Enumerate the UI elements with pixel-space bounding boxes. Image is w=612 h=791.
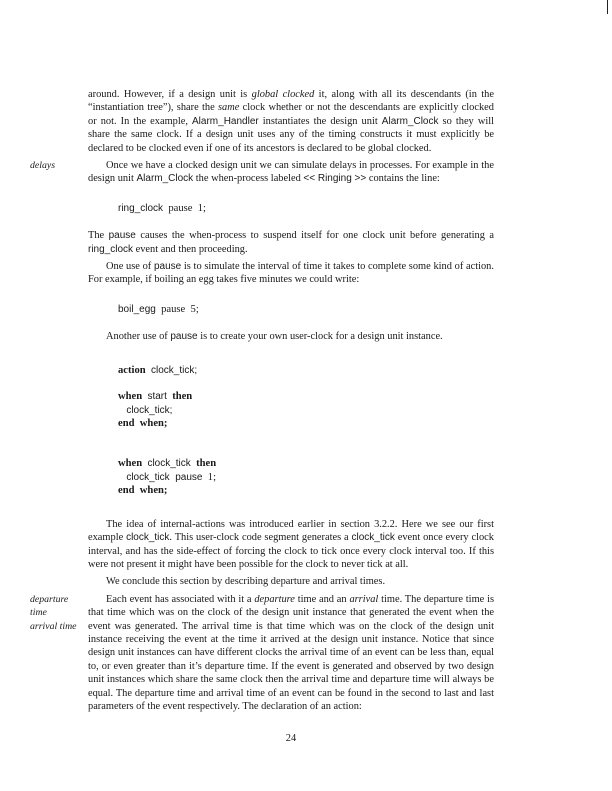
- margin-notes: [30, 159, 84, 172]
- code-line-ring-clock: [118, 202, 494, 215]
- text-run: event and then proceeding.: [133, 243, 248, 255]
- identifier: pause: [108, 230, 136, 242]
- code-line: [118, 404, 494, 417]
- text-run: time and an: [294, 593, 350, 605]
- code-line: [118, 431, 494, 444]
- text-run: causes the when-process to suspend itself for one clock unit before generating a: [135, 230, 494, 242]
- margin-note-arrival-time: arrival time: [30, 620, 77, 632]
- identifier: ring_clock: [88, 243, 134, 255]
- keyword: then: [172, 391, 193, 403]
- identifier: pause: [170, 331, 198, 343]
- keyword: end when;: [118, 485, 168, 497]
- page-body: [30, 0, 495, 764]
- keyword: when: [118, 391, 143, 403]
- keyword: action: [118, 364, 146, 376]
- identifier: clock_tick;: [150, 364, 198, 376]
- text-run: We conclude this section by describing departure and arrival times.: [106, 576, 386, 588]
- emphasis: departure: [254, 593, 295, 605]
- text-run: pause 5;: [155, 303, 199, 315]
- scan-mark: [607, 0, 608, 14]
- paragraph: [88, 575, 494, 588]
- text-run: . This user-clock code segment generates a: [169, 532, 352, 544]
- keyword: when: [118, 458, 143, 470]
- emphasis: arrival: [349, 593, 379, 605]
- identifier: boil_egg: [118, 303, 156, 315]
- identifier: clock_tick: [351, 532, 395, 544]
- text-run: Once we have a clocked design unit we can simulate delays in processes. For example in the design unit: [88, 160, 494, 185]
- text-run: Another use of: [106, 331, 171, 343]
- text-run: clock whether or not the descendants are explicitly clocked or not. In the example,: [88, 102, 494, 127]
- keyword: then: [196, 458, 217, 470]
- identifier: Alarm_Handler: [192, 115, 259, 127]
- keyword: end when;: [118, 418, 168, 430]
- identifier: pause: [153, 261, 182, 273]
- code-line: [118, 364, 494, 377]
- paragraph: [30, 159, 494, 186]
- margin-notes: [30, 593, 84, 633]
- emphasis: same: [218, 102, 240, 114]
- identifier: Alarm_Clock: [381, 115, 439, 127]
- paragraph: [88, 260, 494, 287]
- text-run: The: [88, 230, 109, 242]
- code-line: [118, 457, 494, 470]
- paragraph: [88, 518, 494, 572]
- code-line: [118, 417, 494, 430]
- identifier: ring_clock: [118, 202, 164, 214]
- text-run: it, along with all its descendants (in the “instantiation tree”), share the: [88, 89, 494, 114]
- paragraph: [88, 330, 494, 343]
- text-run: is to simulate the interval of time it takes to complete some kind of action. For example, if boiling an egg takes five minutes we could write:: [88, 261, 494, 286]
- text-run: is to create your own user-clock for a design unit instance.: [197, 331, 443, 343]
- text-run: the when-process labeled: [193, 173, 304, 185]
- identifier: clock_tick: [147, 458, 191, 470]
- code-line: [118, 484, 494, 497]
- text-run: The idea of internal-actions was introduced earlier in section 3.2.2. Here we see our first example: [88, 518, 494, 544]
- text-run: time. The departure time is that time which was on the clock of the design unit instance that generated the event when the event was generated. The arrival time is that time which was on the clock of the design unit instance receiving the event at the time it arrived at the design unit instance. Notice that since design unit instances can have different clocks the arrival time of an event can be less than, equal to, or even greater than it’s departure time. If the event is generated and observed by two design unit instances which share the same clock then the arrival time and departure time will always be equal. The departure time and arrival time of an event can be found in the second to last and last parameters of the event respectively. The declaration of an action:: [88, 593, 495, 712]
- identifier: clock_tick;: [118, 404, 173, 416]
- code-line-boil-egg: [118, 303, 494, 316]
- identifier: clock_tick: [126, 532, 170, 544]
- margin-note-time: time: [30, 607, 47, 619]
- code-line: [118, 377, 494, 390]
- margin-note-departure: departure: [30, 593, 69, 605]
- text-run: pause 1;: [163, 202, 206, 214]
- identifier: start: [147, 391, 167, 403]
- identifier: << Ringing >>: [303, 173, 367, 185]
- code-line: [118, 444, 494, 457]
- identifier: clock_tick: [118, 471, 176, 483]
- text-run: One use of: [106, 261, 154, 273]
- code-line: [118, 471, 494, 484]
- code-line: [118, 390, 494, 403]
- margin-note-delays: delays: [30, 160, 56, 172]
- emphasis: global clocked: [251, 89, 315, 100]
- text-run: around. However, if a design unit is: [88, 89, 252, 100]
- text-run: 1;: [202, 471, 217, 483]
- paragraph-text: [88, 594, 494, 712]
- identifier: pause: [175, 471, 203, 483]
- identifier: Alarm_Clock: [136, 173, 194, 185]
- text-run: Each event has associated with it a: [106, 593, 255, 605]
- text-run: contains the line:: [366, 173, 440, 185]
- code-block-clock-tick: [118, 364, 494, 498]
- paragraph: [88, 229, 494, 256]
- paragraph: [88, 88, 494, 155]
- text-run: event once every clock interval, and has the side-effect of forcing the clock to tick once every clock interval too. If this were not present it might have been possible for the clock to never tick at all.: [88, 532, 494, 570]
- paragraph: [30, 593, 495, 714]
- text-run: instantiates the design unit: [258, 115, 382, 127]
- paragraph-text: [88, 160, 494, 184]
- page-number: 24: [285, 733, 297, 745]
- text-run: so they will share the same clock. If a design unit uses any of the timing constructs it must explicitly be declared to be clocked even if one of its ancestors is declared to be global clocked.: [88, 115, 494, 154]
